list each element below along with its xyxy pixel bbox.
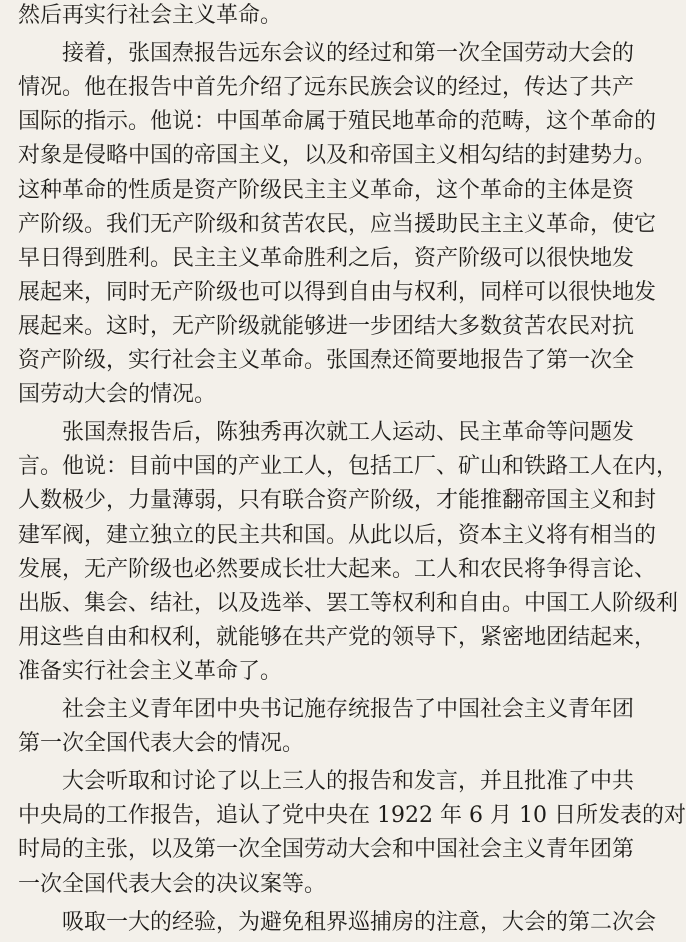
text-line: 这种革命的性质是资产阶级民主主义革命，这个革命的主体是资 — [18, 177, 635, 203]
text-line: 发展，无产阶级也必然要成长壮大起来。工人和农民将争得言论、 — [18, 556, 657, 582]
text-line: 吸取一大的经验，为避免租界巡捕房的注意，大会的第二次会 — [62, 909, 657, 935]
text-line: 对象是侵略中国的帝国主义，以及和帝国主义相勾结的封建势力。 — [18, 143, 657, 169]
text-line: 国际的指示。他说：中国革命属于殖民地革命的范畴，这个革命的 — [18, 109, 657, 135]
text-line: 然后再实行社会主义革命。 — [18, 3, 283, 28]
text-line: 社会主义青年团中央书记施存统报告了中国社会主义青年团 — [62, 697, 635, 722]
text-line: 产阶级。我们无产阶级和贫苦农民，应当援助民主主义革命，使它 — [18, 211, 657, 237]
text-line: 人数极少，力量薄弱，只有联合资产阶级，才能推翻帝国主义和封 — [18, 488, 657, 514]
text-line: 情况。他在报告中首先介绍了远东民族会议的经过，传达了共产 — [18, 75, 635, 101]
text-line: 用这些自由和权利，就能够在共产党的领导下，紧密地团结起来， — [18, 624, 657, 650]
text-line: 中央局的工作报告，追认了党中央在 1922 年 6 月 10 日所发表的对 — [18, 803, 686, 829]
text-line: 出版、集会、结社，以及选举、罢工等权利和自由。中国工人阶级利 — [18, 590, 679, 616]
text-line: 展起来。这时，无产阶级就能够进一步团结大多数贫苦农民对抗 — [18, 313, 635, 339]
text-line: 准备实行社会主义革命了。 — [18, 658, 283, 684]
text-line: 大会听取和讨论了以上三人的报告和发言，并且批准了中共 — [62, 769, 635, 795]
text-line: 早日得到胜利。民主主义革命胜利之后，资产阶级可以很快地发 — [18, 245, 635, 271]
text-line: 张国焘报告后，陈独秀再次就工人运动、民主革命等问题发 — [62, 420, 635, 446]
text-line: 第一次全国代表大会的情况。 — [18, 731, 305, 757]
text-line: 时局的主张，以及第一次全国劳动大会和中国社会主义青年团第 — [18, 837, 635, 863]
text-line: 国劳动大会的情况。 — [18, 382, 217, 408]
text-line: 展起来，同时无产阶级也可以得到自由与权利，同样可以很快地发 — [18, 279, 657, 305]
text-line: 建军阀，建立独立的民主共和国。从此以后，资本主义将有相当的 — [18, 522, 657, 548]
text-line: 言。他说：目前中国的产业工人，包括工厂、矿山和铁路工人在内， — [18, 454, 679, 480]
text-line: 一次全国代表大会的决议案等。 — [18, 871, 327, 897]
text-line: 接着，张国焘报告远东会议的经过和第一次全国劳动大会的 — [62, 41, 635, 67]
text-line: 资产阶级，实行社会主义革命。张国焘还简要地报告了第一次全 — [18, 348, 635, 373]
